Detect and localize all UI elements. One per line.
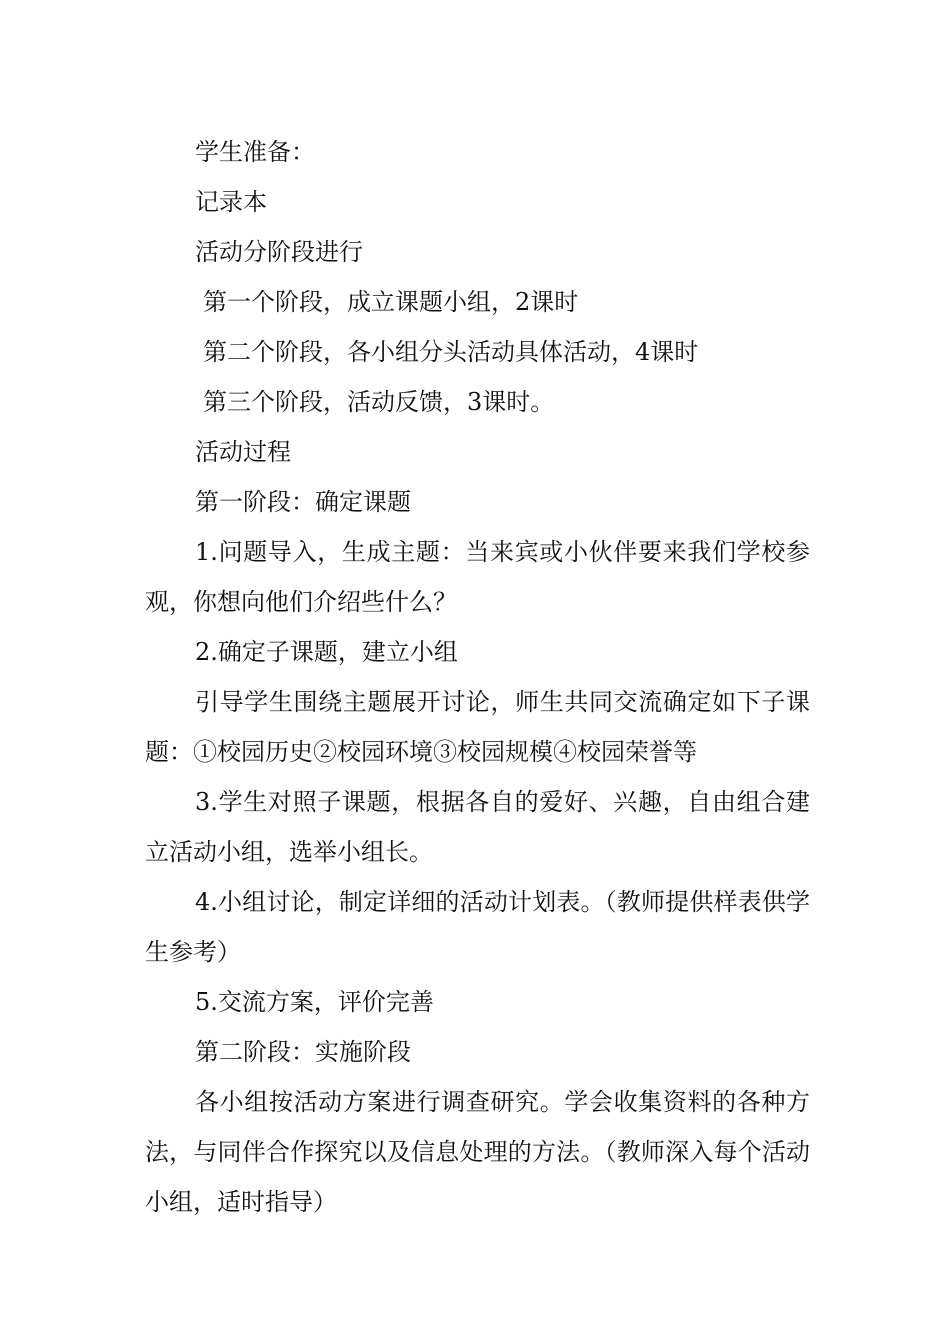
paragraph-item-1: 1.问题导入，生成主题：当来宾或小伙伴要来我们学校参观，你想向他们介绍些什么？ [145, 538, 810, 616]
paragraph-item-4: 4.小组讨论，制定详细的活动计划表。（教师提供样表供学生参考） [145, 888, 810, 966]
paragraph-item-2: 2.确定子课题，建立小组 [195, 638, 458, 666]
paragraph-stage-1: 第一个阶段，成立课题小组，2课时 [203, 288, 579, 316]
paragraph-stages-intro: 活动分阶段进行 [195, 238, 363, 266]
document-body [145, 127, 810, 1227]
paragraph-stage-3: 第三个阶段，活动反馈，3课时。 [203, 388, 555, 416]
paragraph-item-3: 3.学生对照子课题，根据各自的爱好、兴趣，自由组合建立活动小组，选举小组长。 [145, 788, 810, 866]
paragraph-phase-2-heading: 第二阶段：实施阶段 [195, 1038, 411, 1066]
paragraph-process-heading: 活动过程 [195, 438, 291, 466]
paragraph-phase-1-heading: 第一阶段：确定课题 [195, 488, 411, 516]
paragraph-guide-discussion: 引导学生围绕主题展开讨论，师生共同交流确定如下子课题：①校园历史②校园环境③校园规模④校园荣誉等 [145, 688, 810, 766]
paragraph-group-research: 各小组按活动方案进行调查研究。学会收集资料的各种方法，与同伴合作探究以及信息处理的方法。（教师深入每个活动小组，适时指导） [145, 1088, 810, 1216]
paragraph-student-prep: 学生准备： [195, 138, 315, 166]
paragraph-stage-2: 第二个阶段，各小组分头活动具体活动，4课时 [203, 338, 699, 366]
paragraph-notebook: 记录本 [195, 188, 267, 216]
paragraph-item-5: 5.交流方案，评价完善 [195, 988, 434, 1016]
